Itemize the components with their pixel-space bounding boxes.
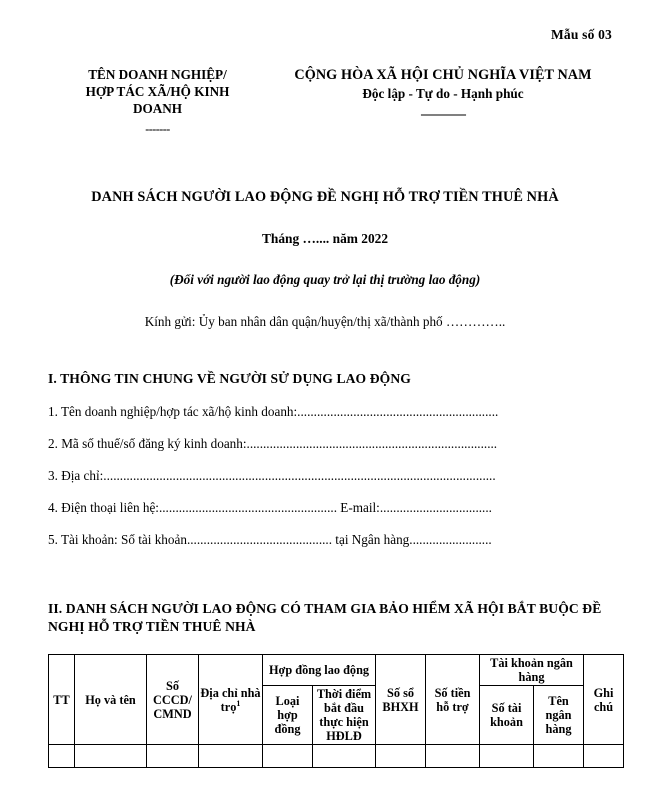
col-header-account-number: Số tài khoản <box>480 686 534 745</box>
col-header-id-number: Số CCCD/ CMND <box>147 655 199 745</box>
field-tax-code: 2. Mã số thuế/số đăng ký kinh doanh:............................................................................ <box>48 436 498 451</box>
col-header-bank-account-group: Tài khoản ngân hàng <box>480 655 584 686</box>
col-header-labor-contract-group: Hợp đồng lao động <box>263 655 376 686</box>
col-header-rental-address <box>199 655 263 745</box>
col-header-tt: TT <box>49 655 75 745</box>
section-1-fields <box>48 404 613 564</box>
col-header-contract-start: Thời điểm bắt đầu thực hiện HĐLĐ <box>313 686 376 745</box>
col-header-bank-name: Tên ngân hàng <box>534 686 584 745</box>
employee-table-body <box>49 745 624 768</box>
employee-table-wrapper <box>48 654 614 768</box>
organization-rule: ------- <box>145 122 170 136</box>
footnote-marker: 1 <box>236 698 241 708</box>
table-row <box>49 745 624 768</box>
country-name: CỘNG HÒA XÃ HỘI CHỦ NGHĨA VIỆT NAM <box>294 67 592 83</box>
organization-line-3: DOANH <box>132 101 183 116</box>
document-title: DANH SÁCH NGƯỜI LAO ĐỘNG ĐỀ NGHỊ HỖ TRỢ TIỀN THUÊ NHÀ <box>91 189 559 205</box>
organization-header <box>55 66 260 135</box>
employee-list-table <box>48 654 624 768</box>
masthead <box>0 66 650 161</box>
col-header-notes: Ghi chú <box>584 655 624 745</box>
cell-contract-type <box>263 745 313 768</box>
field-bank-account: 5. Tài khoản: Số tài khoản............................................ tại Ngân hàng......................... <box>48 532 492 547</box>
document-recipient: Kính gửi: Ủy ban nhân dân quận/huyện/thị xã/thành phố ………….. <box>144 314 506 329</box>
col-header-rental-address-text: Địa chỉ nhà trọ <box>200 685 261 714</box>
col-header-support-amount: Số tiền hỗ trợ <box>426 655 480 745</box>
cell-support-amount <box>426 745 480 768</box>
document-period: Tháng ….... năm 2022 <box>261 231 389 246</box>
organization-line-1: TÊN DOANH NGHIỆP/ <box>88 67 227 82</box>
national-motto: Độc lập - Tự do - Hạnh phúc <box>362 86 524 101</box>
field-business-name: 1. Tên doanh nghiệp/hợp tác xã/hộ kinh doanh:............................................................. <box>48 404 499 419</box>
national-header <box>268 66 618 120</box>
cell-contract-start <box>313 745 376 768</box>
organization-line-2: HỢP TÁC XÃ/HỘ KINH <box>85 84 230 99</box>
col-header-contract-type: Loại hợp đồng <box>263 686 313 745</box>
field-phone-email: 4. Điện thoại liên hệ:...................................................... E-mail:.................................. <box>48 500 492 515</box>
cell-social-insurance-no <box>376 745 426 768</box>
section-1-heading: I. THÔNG TIN CHUNG VỀ NGƯỜI SỬ DỤNG LAO ĐỘNG <box>48 371 411 386</box>
cell-tt <box>49 745 75 768</box>
cell-full-name <box>75 745 147 768</box>
cell-rental-address <box>199 745 263 768</box>
cell-bank-name <box>534 745 584 768</box>
document-subtitle: (Đối với người lao động quay trở lại thị trường lao động) <box>169 272 481 287</box>
field-address: 3. Địa chỉ:....................................................................................................................... <box>48 468 496 483</box>
col-header-full-name: Họ và tên <box>75 655 147 745</box>
section-2-heading: II. DANH SÁCH NGƯỜI LAO ĐỘNG CÓ THAM GIA BẢO HIỂM XÃ HỘI BẮT BUỘC ĐỀ NGHỊ HỖ TRỢ TIỀN THUÊ NHÀ <box>48 601 602 634</box>
table-header-row-1 <box>49 655 624 686</box>
cell-account-number <box>480 745 534 768</box>
title-block <box>0 188 650 330</box>
form-code: Mẫu số 03 <box>550 27 612 42</box>
motto-rule: --------------- <box>420 107 466 121</box>
cell-notes <box>584 745 624 768</box>
col-header-social-insurance-no: Số sổ BHXH <box>376 655 426 745</box>
cell-id-number <box>147 745 199 768</box>
